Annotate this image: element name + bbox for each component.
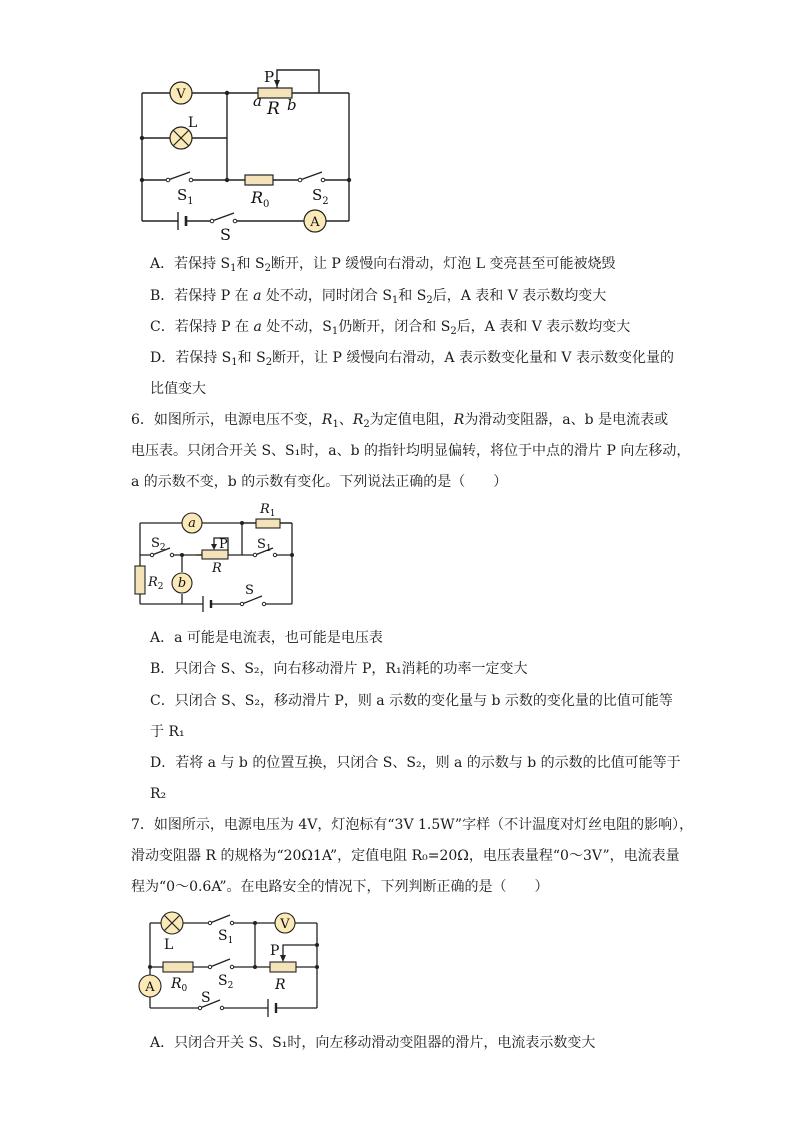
switch-s-label: S [220,225,231,244]
circuit-svg-q5 [130,60,370,245]
meter-b-label: b [177,576,187,591]
resistor-r0 [163,962,193,972]
q7-stem-line2: 滑动变阻器 R 的规格为“20Ω1A”，定值电阻 R₀=20Ω，电压表量程“0～3V”，电流表量 [131,848,680,864]
resistor-r1 [256,519,280,528]
q5-option-c: C．若保持 P 在 a 处不动，$S_1$仍断开，闭合和 $S_2$后，A 表和 V 表示数均变大 [150,319,631,337]
s1-label: $S_1$ [257,537,272,554]
q5-option-b: B．若保持 P 在 a 处不动，同时闭合 $S_1$和 $S_2$后，A 表和 V 表示数均变大 [150,288,607,306]
s2-label: $S_2$ [218,973,234,991]
voltmeter-label: V [280,917,290,932]
end-a-label: a [253,92,262,110]
end-b-label: b [287,96,297,114]
s1-label: $S_1$ [218,928,234,946]
q5-option-a: A．若保持 $S_1$和 $S_2$断开，让 P 缓慢向右滑动，灯泡 L 变亮甚至可能被烧毁 [150,256,616,274]
rheostat-body [270,962,296,972]
q6-stem-line2: 电压表。只闭合开关 S、S₁时，a、b 的指针均明显偏转，将位于中点的滑片 P 向左移动， [131,443,691,459]
switch-s1-label: $S_1$ [177,186,194,207]
resistor-r0 [245,175,273,185]
rheostat-r-label: R [212,561,222,576]
circuit-diagram-q6 [130,500,310,615]
q6-option-c: C．只闭合 S、S₂，移动滑片 P，则 a 示数的变化量与 b 示数的变化量的比值可能等 [150,693,673,709]
q6-option-a: A．a 可能是电流表，也可能是电压表 [150,630,383,646]
rheostat-label: R [267,99,280,119]
q5-option-d: D．若保持 $S_1$和 $S_2$断开，让 P 缓慢向右滑动，A 表示数变化量和 V 表示数变化量的 [150,350,674,368]
q7-stem-line1: 7．如图所示，电源电压为 4V，灯泡标有“3V 1.5W”字样（不计温度对灯丝电阻的影响）， [131,817,694,833]
voltmeter-label: V [176,87,186,102]
q7-stem-line3: 程为“0～0.6A”。在电路安全的情况下，下列判断正确的是（ ） [131,879,549,895]
circuit-svg-q6 [130,500,310,615]
q6-option-d: D．若将 a 与 b 的位置互换，只闭合 S、S₂，则 a 的示数与 b 的示数的比值可能等于 [150,755,681,771]
q5-option-d-cont: 比值变大 [150,381,206,397]
slider-p-label: P [270,943,280,959]
r1-label: $R_1$ [260,502,276,519]
circuit-diagram-q5 [130,60,370,245]
ammeter-label: A [310,215,320,230]
q6-stem-line1: 6．如图所示，电源电压不变，$R_1$、$R_2$为定值电阻，R为滑动变阻器，a、b 是电流表或 [131,412,669,430]
circuit-diagram-q7 [130,905,330,1020]
switch-s2-label: $S_2$ [312,186,329,207]
q6-option-d-cont: R₂ [150,786,167,802]
s-label: S [245,583,254,598]
q6-option-b: B．只闭合 S、S₂，向右移动滑片 P，R₁消耗的功率一定变大 [150,661,528,677]
q7-option-a: A．只闭合开关 S、S₁时，向左移动滑动变阻器的滑片，电流表示数变大 [150,1035,596,1051]
resistor-r2 [135,566,145,594]
lamp-label: L [164,937,174,953]
q6-option-c-cont: 于 R₁ [150,724,185,740]
lamp-label: L [188,115,198,131]
q6-stem-line3: a 的示数不变，b 的示数有变化。下列说法正确的是（ ） [131,474,508,490]
slider-label: P [264,68,275,86]
meter-a-label: a [188,516,196,531]
s-label: S [201,990,211,1006]
r0-label: $R_0$ [251,188,270,210]
slider-p-label: P [219,537,228,552]
ammeter-label: A [145,980,155,995]
circuit-svg-q7 [130,905,330,1020]
rheostat-r-label: R [275,977,286,993]
r2-label: $R_2$ [148,575,164,592]
r0-label: $R_0$ [171,976,188,994]
s2-label: $S_2$ [151,536,166,553]
